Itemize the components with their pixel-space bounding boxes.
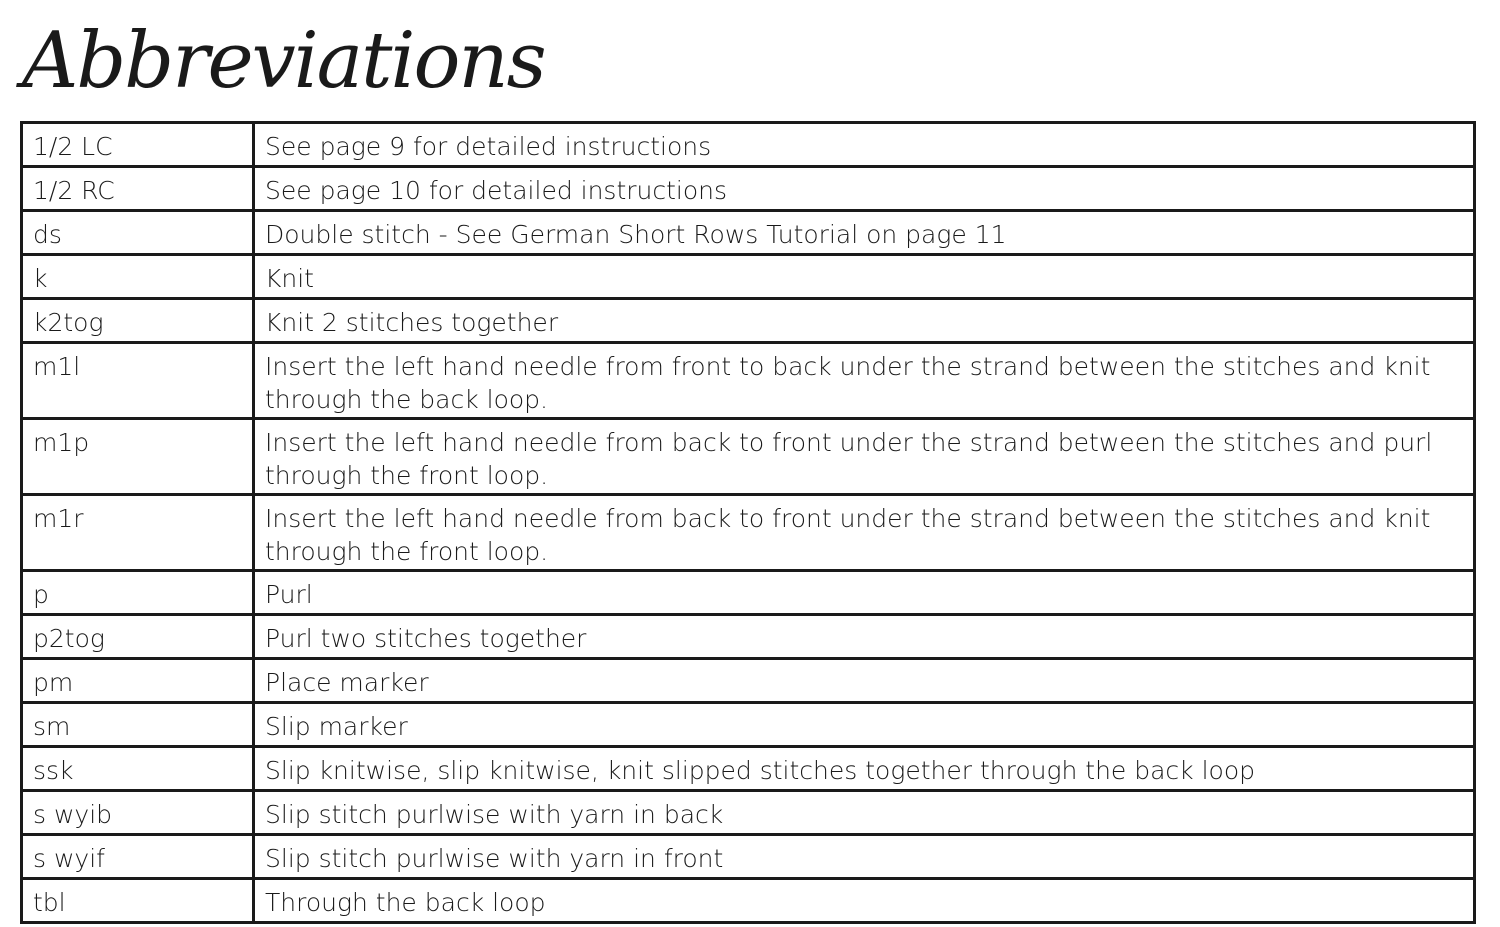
abbreviation-cell: tbl: [22, 879, 254, 923]
table-row: [22, 419, 1475, 495]
table-row: [22, 255, 1475, 299]
table-row: [22, 703, 1475, 747]
abbreviation-cell: m1l: [22, 343, 254, 419]
meaning-cell: Purl: [254, 571, 1475, 615]
abbreviation-cell: m1r: [22, 495, 254, 571]
abbreviation-cell: 1/2 LC: [22, 123, 254, 167]
meaning-cell: Insert the left hand needle from back to front under the strand between the stitches and knit through the front loop.: [254, 495, 1475, 571]
meaning-cell: Insert the left hand needle from front to back under the strand between the stitches and knit through the back loop.: [254, 343, 1475, 419]
abbreviation-cell: ssk: [22, 747, 254, 791]
table-row: [22, 211, 1475, 255]
meaning-cell: Insert the left hand needle from back to front under the strand between the stitches and purl through the front loop.: [254, 419, 1475, 495]
abbreviation-cell: m1p: [22, 419, 254, 495]
table-row: [22, 791, 1475, 835]
meaning-cell: See page 10 for detailed instructions: [254, 167, 1475, 211]
abbreviation-cell: pm: [22, 659, 254, 703]
abbreviation-cell: k2tog: [22, 299, 254, 343]
abbreviation-cell: p: [22, 571, 254, 615]
abbreviation-cell: ds: [22, 211, 254, 255]
table-row: [22, 747, 1475, 791]
table-row: [22, 343, 1475, 419]
meaning-cell: Knit: [254, 255, 1475, 299]
abbreviation-cell: s wyif: [22, 835, 254, 879]
meaning-cell: Purl two stitches together: [254, 615, 1475, 659]
abbreviation-cell: p2tog: [22, 615, 254, 659]
abbreviation-cell: sm: [22, 703, 254, 747]
abbreviation-cell: k: [22, 255, 254, 299]
table-row: [22, 615, 1475, 659]
meaning-cell: Double stitch - See German Short Rows Tutorial on page 11: [254, 211, 1475, 255]
meaning-cell: Slip stitch purlwise with yarn in back: [254, 791, 1475, 835]
table-row: [22, 123, 1475, 167]
meaning-cell: Slip stitch purlwise with yarn in front: [254, 835, 1475, 879]
table-row: [22, 879, 1475, 923]
abbreviation-cell: 1/2 RC: [22, 167, 254, 211]
meaning-cell: Slip knitwise, slip knitwise, knit slipped stitches together through the back loop: [254, 747, 1475, 791]
table-row: [22, 659, 1475, 703]
table-row: [22, 299, 1475, 343]
meaning-cell: See page 9 for detailed instructions: [254, 123, 1475, 167]
page-title: Abbreviations: [22, 16, 545, 106]
table-row: [22, 835, 1475, 879]
meaning-cell: Knit 2 stitches together: [254, 299, 1475, 343]
meaning-cell: Place marker: [254, 659, 1475, 703]
table-row: [22, 495, 1475, 571]
abbreviations-table: [20, 121, 1476, 924]
abbreviation-cell: s wyib: [22, 791, 254, 835]
meaning-cell: Slip marker: [254, 703, 1475, 747]
table-row: [22, 167, 1475, 211]
meaning-cell: Through the back loop: [254, 879, 1475, 923]
table-row: [22, 571, 1475, 615]
